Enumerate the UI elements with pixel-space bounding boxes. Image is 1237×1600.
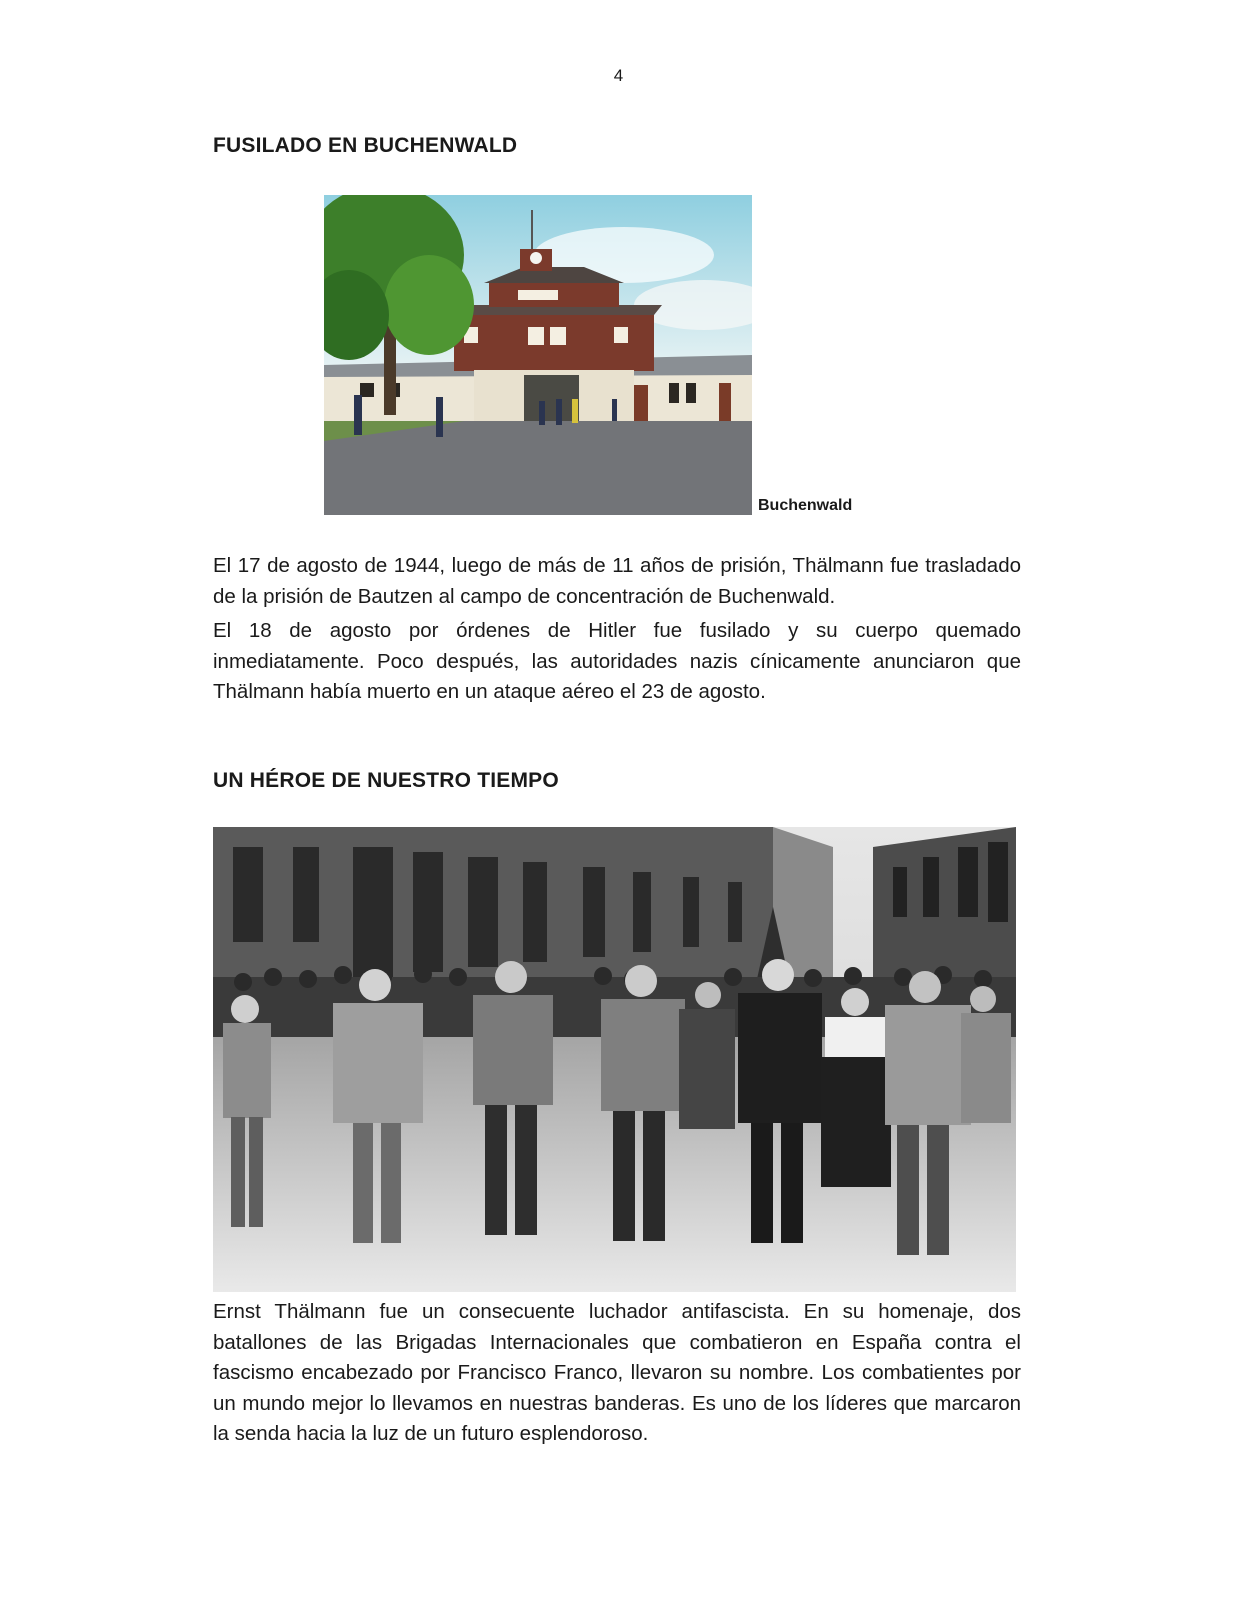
section-heading-buchenwald: FUSILADO EN BUCHENWALD	[213, 134, 518, 157]
paragraph-transfer: El 17 de agosto de 1944, luego de más de 11 años de prisión, Thälmann fue trasladado de la prisión de Bautzen al campo de concentración de Buchenwald.	[213, 554, 1021, 608]
paragraph-execution: El 18 de agosto por órdenes de Hitler fue fusilado y su cuerpo quemado inmediatamente. Poco después, las autoridades nazis cínicamente anunciaron que Thälmann había muerto en un ataque aéreo el 23 de agosto.	[213, 619, 1021, 703]
buchenwald-gate-photo	[324, 195, 752, 515]
march-street-photo	[213, 827, 1016, 1292]
paragraph-hero: Ernst Thälmann fue un consecuente luchador antifascista. En su homenaje, dos batallones de las Brigadas Internacionales que combatieron en España contra el fascismo encabezado por Francisco Franco, llevaron su nombre. Los combatientes por un mundo mejor lo llevamos en nuestras banderas. Es uno de los líderes que marcaron la senda hacia la luz de un futuro esplendoroso.	[213, 1300, 1021, 1445]
page-number: 4	[613, 66, 624, 85]
image-caption: Buchenwald	[758, 497, 853, 514]
section-heading-hero: UN HÉROE DE NUESTRO TIEMPO	[213, 769, 559, 792]
